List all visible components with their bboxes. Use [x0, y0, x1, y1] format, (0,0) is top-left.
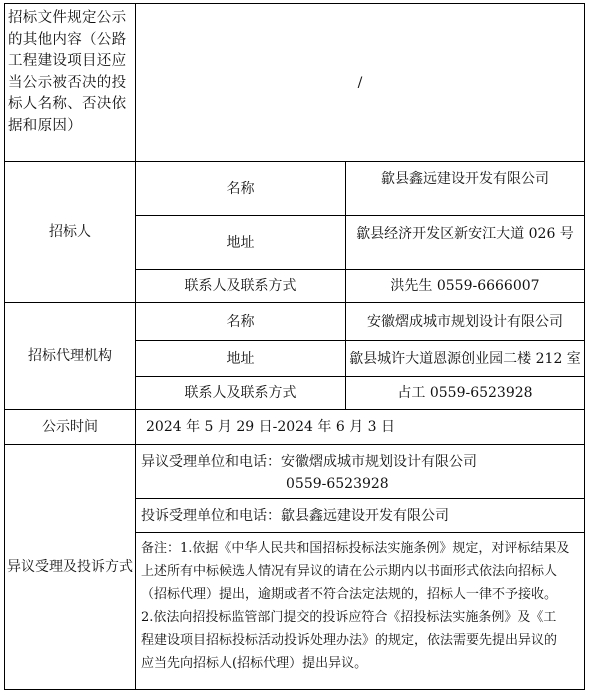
agency-name-value: 安徽熠成城市规划设计有限公司 — [367, 313, 563, 330]
tenderer-contact-label: 联系人及联系方式 — [184, 278, 297, 294]
agency-contact-value: 占工 0559-6523928 — [397, 385, 533, 401]
tenderer-address-label: 地址 — [226, 234, 255, 251]
note-line: 应当先向招标人(招标代理）提出异议。 — [141, 656, 368, 671]
tenderer-name-value: 歙县鑫远建设开发有限公司 — [381, 171, 549, 187]
note-line: （招标代理）提出，逾期或者不符合法定法规的，招标人一律不予接收。 — [141, 587, 558, 602]
notice-table — [4, 3, 585, 690]
agency-name-label: 名称 — [226, 313, 255, 330]
tenderer-label: 招标人 — [49, 224, 91, 240]
row-divider — [135, 532, 584, 533]
note-line: 2.依法向招投标监管部门提交的投诉应符合《招投标法实施条例》及《工 — [141, 610, 557, 625]
objection-unit-line2: 0559-6523928 — [286, 476, 389, 492]
agency-address-value: 歙县城许大道恩源创业园二楼 212 室 — [349, 350, 581, 367]
objection-label: 异议受理及投诉方式 — [7, 559, 133, 575]
complaint-unit: 投诉受理单位和电话：歙县鑫远建设开发有限公司 — [141, 507, 449, 524]
note-line: 备注：1.依据《中华人民共和国招标投标法实施条例》规定，对评标结果及 — [141, 541, 570, 556]
tenderer-contact-value: 洪先生 0559-6666007 — [390, 278, 540, 294]
objection-unit-line1: 异议受理单位和电话：安徽熠成城市规划设计有限公司 — [141, 454, 477, 470]
tenderer-address-value: 歙县经济开发区新安江大道 026 号 — [356, 226, 574, 242]
note-line: 程建设项目招标投标活动投诉处理办法》的规定，依法需要先提出异议的 — [141, 633, 558, 648]
agency-label: 招标代理机构 — [28, 348, 112, 364]
agency-address-label: 地址 — [226, 350, 255, 367]
agency-contact-label: 联系人及联系方式 — [184, 385, 297, 401]
note-line: 上述所有中标候选人情况有异议的请在公示期内以书面形式依法向招标人 — [141, 564, 558, 579]
other-content-value: / — [357, 74, 363, 91]
publicity-time-value: 2024 年 5 月 29 日-2024 年 6 月 3 日 — [146, 419, 396, 435]
publicity-time-label: 公示时间 — [42, 419, 98, 435]
other-content-label: 招标文件规定公示的其他内容（公路工程建设项目还应当公示被否决的投标人名称、否决依据和原因） — [8, 10, 127, 134]
tenderer-name-label: 名称 — [226, 180, 255, 197]
